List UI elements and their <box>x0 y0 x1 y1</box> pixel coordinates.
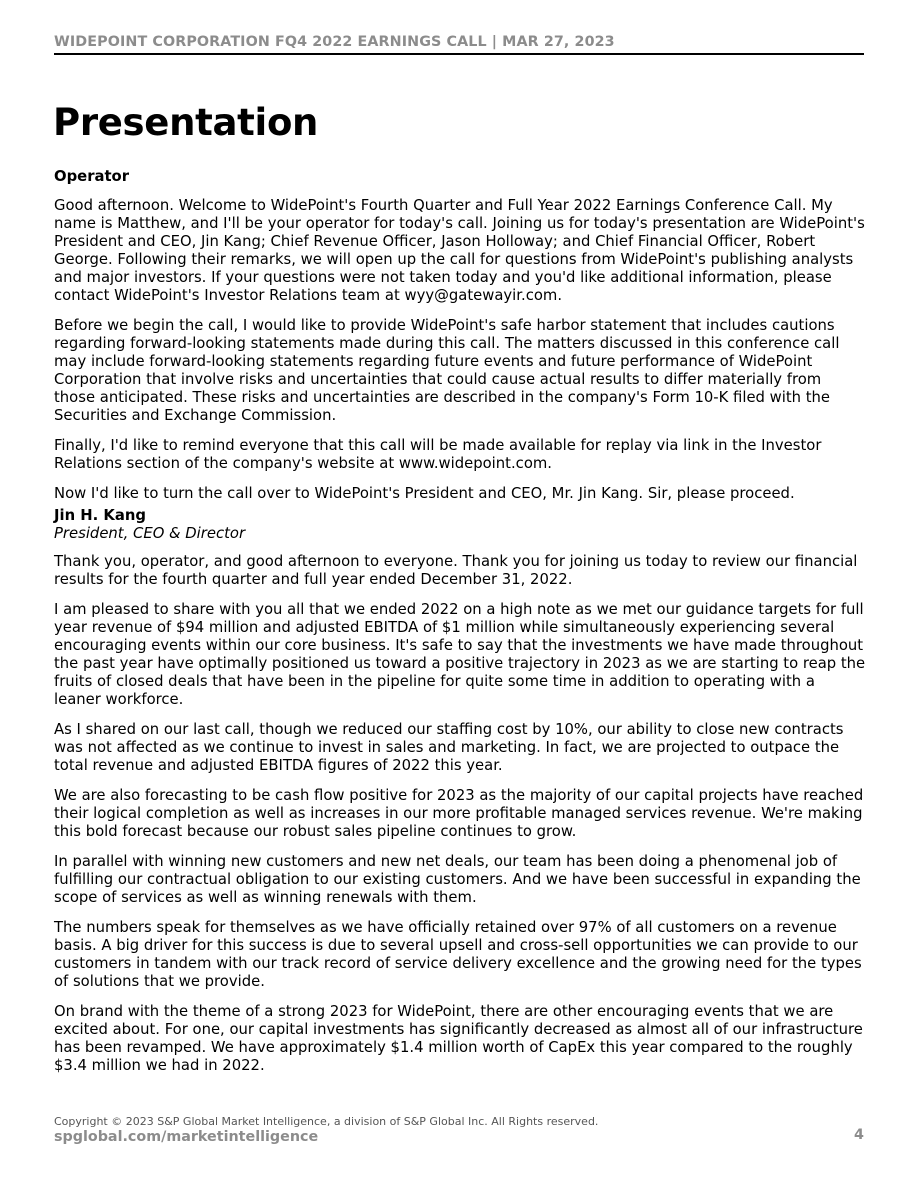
paragraph: The numbers speak for themselves as we have officially retained over 97% of all customers on a revenue basis. A big driver for this success is due to several upsell and cross-sell opportunities we can provide to our customers in tandem with our track record of service delivery excellence and the growing need for the types of solutions that we provide. <box>54 919 862 990</box>
speaker-role: President, CEO & Director <box>54 525 246 542</box>
paragraph: Good afternoon. Welcome to WidePoint's Fourth Quarter and Full Year 2022 Earnings Conference Call. My name is Matthew, and I'll be your operator for today's call. Joining us for today's presentation are WidePoint's President and CEO, Jin Kang; Chief Revenue Officer, Jason Holloway; and Chief Financial Officer, Robert George. Following their remarks, we will open up the call for questions from WidePoint's publishing analysts and major investors. If your questions were not taken today and you'd like additional information, please contact WidePoint's Investor Relations team at wyy@gatewayir.com. <box>54 197 865 304</box>
page-title: Presentation <box>53 101 319 144</box>
speaker-section-operator <box>54 168 866 503</box>
transcript-body <box>54 168 866 1087</box>
paragraph: Thank you, operator, and good afternoon to everyone. Thank you for joining us today to review our financial results for the fourth quarter and full year ended December 31, 2022. <box>54 553 858 588</box>
paragraph: Before we begin the call, I would like to provide WidePoint's safe harbor statement that includes cautions regarding forward-looking statements made during this call. The matters discussed in this conference call may include forward-looking statements regarding future events and future performance of WidePoint Corporation that involve risks and uncertainties that could cause actual results to differ materially from those anticipated. These risks and uncertainties are described in the company's Form 10-K filed with the Securities and Exchange Commission. <box>54 317 840 424</box>
paragraph: I am pleased to share with you all that we ended 2022 on a high note as we met our guidance targets for full year revenue of $94 million and adjusted EBITDA of $1 million while simultaneously experiencing several encouraging events within our core business. It's safe to say that the investments we have made throughout the past year have optimally positioned us toward a positive trajectory in 2023 as we are starting to reap the fruits of closed deals that have been in the pipeline for quite some time in addition to operating with a leaner workforce. <box>54 601 866 708</box>
paragraph: Now I'd like to turn the call over to WidePoint's President and CEO, Mr. Jin Kang. Sir, please proceed. <box>54 485 795 502</box>
footer-website-link[interactable]: spglobal.com/marketintelligence <box>54 1129 319 1145</box>
header-title: WIDEPOINT CORPORATION FQ4 2022 EARNINGS CALL | MAR 27, 2023 <box>54 34 615 50</box>
paragraph: Finally, I'd like to remind everyone that this call will be made available for replay via link in the Investor Relations section of the company's website at www.widepoint.com. <box>54 437 822 472</box>
paragraph: As I shared on our last call, though we reduced our staffing cost by 10%, our ability to close new contracts was not affected as we continue to invest in sales and marketing. In fact, we are projected to outpace the total revenue and adjusted EBITDA figures of 2022 this year. <box>54 721 844 774</box>
footer-copyright: Copyright © 2023 S&P Global Market Intelligence, a division of S&P Global Inc. All Rights reserved. <box>54 1115 599 1128</box>
paragraph: In parallel with winning new customers and new net deals, our team has been doing a phenomenal job of fulfilling our contractual obligation to our existing customers. And we have been successful in expanding the scope of services as well as winning renewals with them. <box>54 853 861 906</box>
speaker-name: Jin H. Kang <box>54 507 146 524</box>
speaker-section-jin-kang <box>54 507 866 1075</box>
paragraph: We are also forecasting to be cash flow positive for 2023 as the majority of our capital projects have reached their logical completion as well as increases in our more profitable managed services revenue. We're making this bold forecast because our robust sales pipeline continues to grow. <box>54 787 864 840</box>
page-header <box>54 34 864 55</box>
paragraph: On brand with the theme of a strong 2023 for WidePoint, there are other encouraging events that we are excited about. For one, our capital investments has significantly decreased as almost all of our infrastructure has been revamped. We have approximately $1.4 million worth of CapEx this year compared to the roughly $3.4 million we had in 2022. <box>54 1003 863 1074</box>
speaker-name: Operator <box>54 168 130 185</box>
page-number: 4 <box>854 1127 864 1143</box>
